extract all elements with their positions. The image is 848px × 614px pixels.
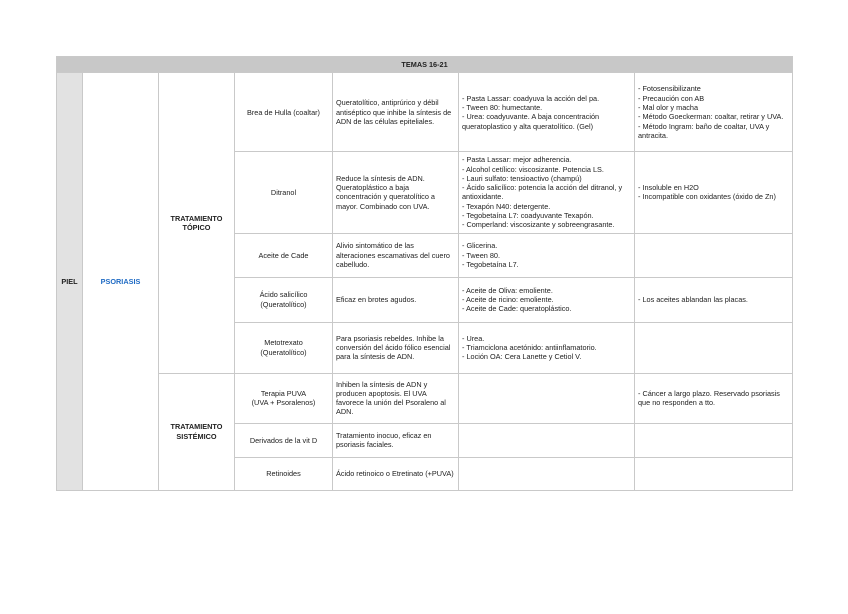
name-line: Ácido salicílico: [259, 290, 308, 300]
formulation-line: - Tween 80.: [462, 250, 500, 260]
treatment-description: Eficaz en brotes agudos.: [333, 277, 459, 322]
treatment-notes: [635, 457, 793, 490]
note-line: - Incompatible con oxidantes (óxido de Zn): [638, 192, 776, 202]
treatment-name: [235, 277, 333, 322]
group-systemic-line: SISTÉMICO: [176, 431, 217, 441]
formulation-line: - Texapón N40: detergente.: [462, 201, 551, 211]
name-line: Terapia PUVA: [260, 388, 307, 398]
treatment-description: Inhiben la síntesis de ADN y producen apoptosis. El UVA favorece la unión del Psoraleno al ADN.: [333, 373, 459, 423]
topic-label: PSORIASIS: [83, 73, 159, 490]
group-systemic: [159, 373, 235, 490]
formulation-line: - Urea: coadyuvante. A baja concentración queratoplastico y alta queratolítico. (Gel): [462, 112, 600, 131]
treatment-description: Ácido retinoico o Etretinato (+PUVA): [333, 457, 459, 490]
treatment-notes: [635, 423, 793, 457]
treatment-name: [235, 322, 333, 373]
formulation-line: - Glicerina.: [462, 241, 498, 251]
treatment-formulation: [459, 423, 635, 457]
treatment-name: [235, 457, 333, 490]
name-line: Retinoides: [266, 469, 301, 479]
name-line: Brea de Hulla (coaltar): [246, 107, 320, 117]
group-topical-line: TÓPICO: [182, 222, 211, 232]
treatment-formulation: [459, 73, 635, 152]
treatment-formulation: [459, 322, 635, 373]
name-line: (UVA + Psoralenos): [251, 398, 316, 408]
formulation-line: - Urea.: [462, 333, 485, 343]
note-line: - Cáncer a largo plazo. Reservado psoriasis que no responden a tto.: [638, 388, 780, 408]
treatment-description: Reduce la síntesis de ADN. Queratoplástico a baja concentración y queratolítico a mayor. Combinado con UVA.: [333, 152, 459, 233]
formulation-line: - Pasta Lassar: coadyuva la acción del pa.: [462, 93, 600, 103]
formulation-line: - Tegobetaína L7.: [462, 259, 519, 269]
treatment-formulation: [459, 277, 635, 322]
treatment-description: Queratolítico, antiprúrico y débil antiséptico que inhibe la síntesis de ADN de las células epiteliales.: [333, 73, 459, 152]
formulation-line: - Tween 80: humectante.: [462, 103, 543, 112]
note-line: - Precaución con AB: [638, 93, 705, 103]
treatment-notes: [635, 73, 793, 152]
note-line: - Los aceites ablandan las placas.: [638, 295, 748, 305]
treatment-formulation: [459, 152, 635, 233]
treatment-name: [235, 373, 333, 423]
name-line: (Queratolítico): [260, 347, 307, 357]
treatment-formulation: [459, 457, 635, 490]
treatment-description: Alivio sintomático de las alteraciones escamativas del cuero cabelludo.: [333, 233, 459, 277]
note-line: - Insoluble en H2O: [638, 183, 699, 193]
name-line: (Queratolítico): [260, 299, 307, 309]
treatment-notes: [635, 322, 793, 373]
formulation-line: - Triamciclona acetónido: antiinflamatorio.: [462, 343, 597, 353]
name-line: Derivados de la vit D: [249, 435, 318, 445]
formulation-line: - Loción OA: Cera Lanette y Cetiol V.: [462, 352, 582, 362]
formulation-line: - Pasta Lassar: mejor adherencia.: [462, 155, 572, 165]
note-line: - Mal olor y macha: [638, 103, 699, 112]
note-line: - Método Ingram: baño de coaltar, UVA y antracita.: [638, 121, 770, 140]
note-line: - Método Goeckerman: coaltar, retirar y UVA.: [638, 112, 784, 122]
formulation-line: - Tegobetaína L7: coadyuvante Texapón.: [462, 211, 594, 221]
formulation-line: - Comperland: viscosizante y sobreengrasante.: [462, 220, 615, 230]
note-line: - Fotosensibilizante: [638, 84, 701, 94]
treatment-name: [235, 73, 333, 152]
treatment-name: [235, 423, 333, 457]
formulation-line: - Ácido salicílico: potencia la acción del ditranol, y antioxidante.: [462, 183, 623, 202]
formulation-line: - Alcohol cetílico: viscosizante. Potencia LS.: [462, 164, 604, 174]
formulation-line: - Aceite de Oliva: emoliente.: [462, 285, 553, 295]
treatment-table: [56, 56, 793, 491]
treatment-notes: [635, 277, 793, 322]
treatment-notes: [635, 373, 793, 423]
formulation-line: - Aceite de ricino: emoliente.: [462, 295, 554, 305]
section-label: PIEL: [57, 73, 83, 490]
treatment-name: [235, 233, 333, 277]
group-topical-line: TRATAMIENTO: [170, 213, 223, 223]
treatment-description: Para psoriasis rebeldes. Inhibe la conversión del ácido fólico esencial para la síntesis de ADN.: [333, 322, 459, 373]
treatment-notes: [635, 152, 793, 233]
name-line: Metotrexato: [264, 338, 303, 348]
treatment-formulation: [459, 373, 635, 423]
formulation-line: - Lauri sulfato: tensioactivo (champú): [462, 173, 582, 183]
group-systemic-line: TRATAMIENTO: [170, 422, 223, 432]
formulation-line: - Aceite de Cade: queratoplástico.: [462, 304, 572, 314]
treatment-notes: [635, 233, 793, 277]
name-line: Ditranol: [270, 187, 297, 197]
treatment-name: [235, 152, 333, 233]
group-topical: [159, 73, 235, 373]
table-title: TEMAS 16-21: [57, 57, 793, 73]
treatment-description: Tratamiento inocuo, eficaz en psoriasis faciales.: [333, 423, 459, 457]
treatment-formulation: [459, 233, 635, 277]
name-line: Aceite de Cade: [258, 250, 309, 260]
